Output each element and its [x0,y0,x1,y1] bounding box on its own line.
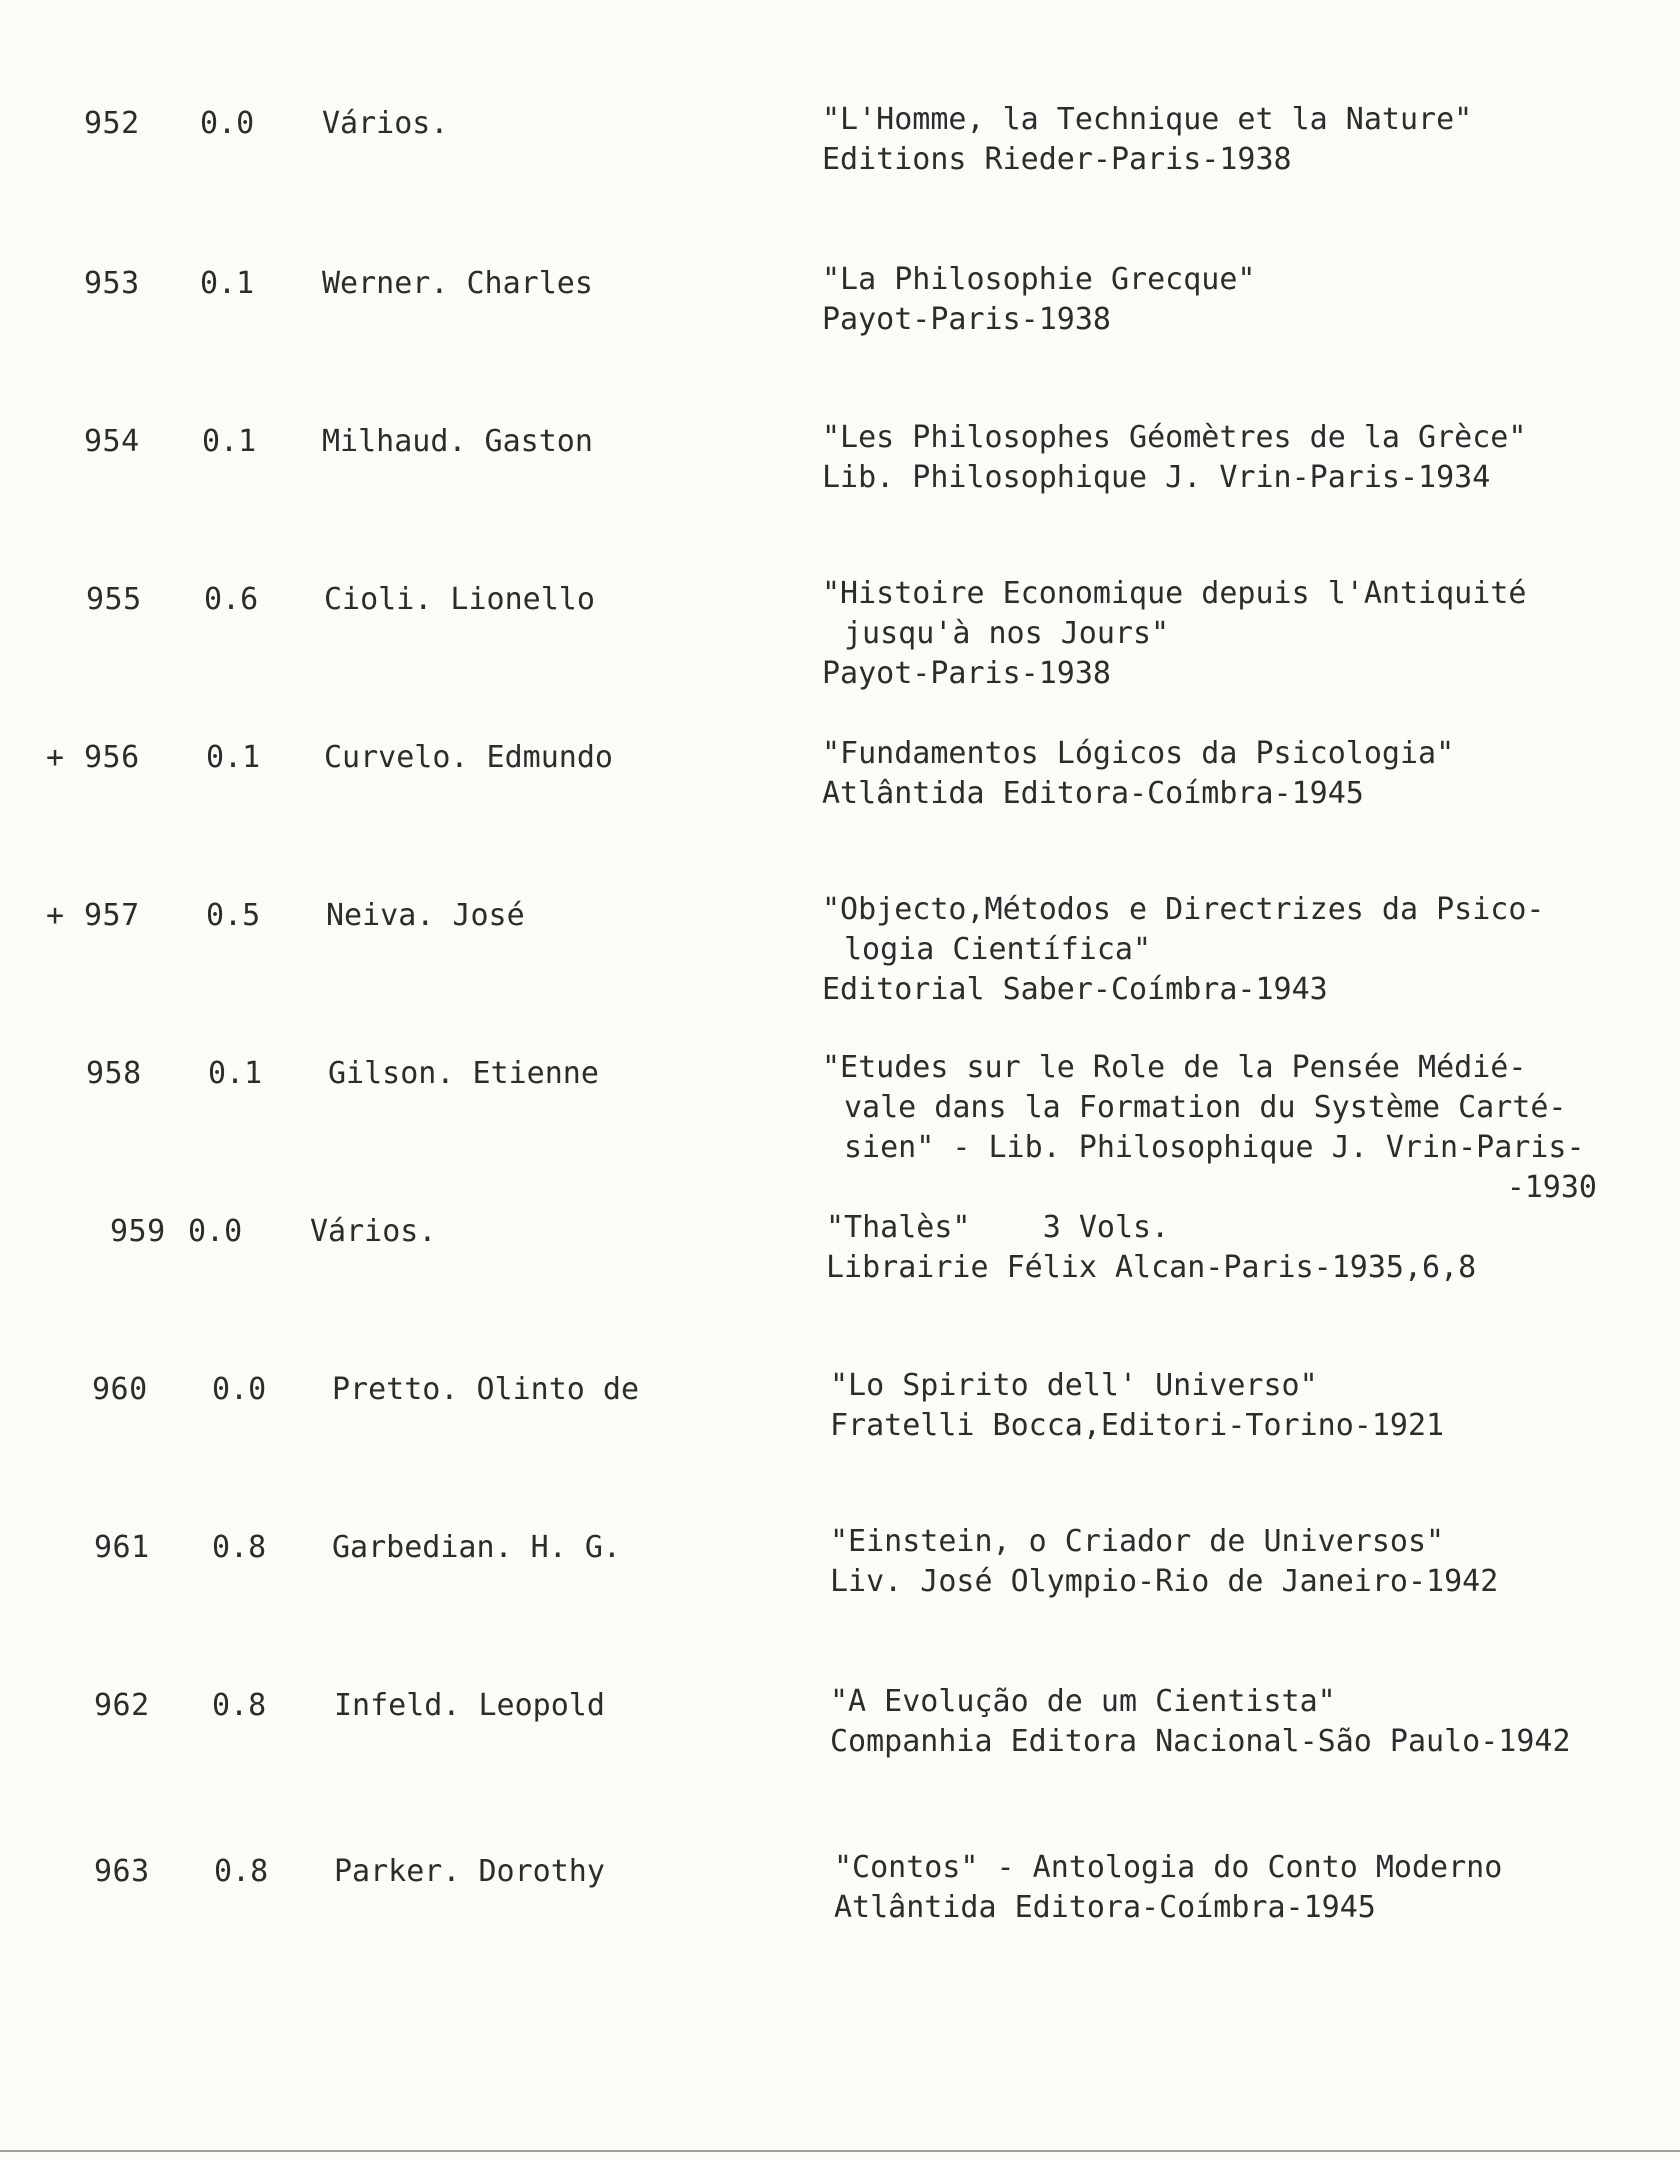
catalog-entry [0,1524,1680,1678]
bottom-rule [0,2150,1680,2152]
reference-line: sien" - Lib. Philosophique J. Vrin-Paris- [844,1130,1585,1165]
reference-line: Librairie Félix Alcan-Paris-1935,6,8 [826,1250,1477,1285]
entry-author: Gilson. Etienne [328,1056,599,1091]
entry-reference [822,734,1652,814]
reference-line: "Contos" - Antologia do Conto Moderno [834,1850,1503,1885]
reference-line: "Einstein, o Criador de Universos" [830,1524,1445,1559]
reference-line: Fratelli Bocca,Editori-Torino-1921 [830,1408,1445,1443]
reference-line: Editorial Saber-Coímbra-1943 [822,972,1328,1007]
reference-line: "La Philosophie Grecque" [822,262,1256,297]
entry-code: 0.8 [212,1688,267,1723]
reference-line: vale dans la Formation du Système Carté- [844,1090,1567,1125]
plus-mark: + [46,740,65,775]
reference-line: Editions Rieder-Paris-1938 [822,142,1292,177]
reference-line: "Thalès" 3 Vols. [826,1210,1170,1245]
catalog-entry [0,892,1680,1046]
reference-line: Liv. José Olympio-Rio de Janeiro-1942 [830,1564,1499,1599]
entry-number: 963 [94,1854,150,1889]
entry-author: Pretto. Olinto de [332,1372,640,1407]
catalog-entry [0,104,1680,254]
reference-line: Lib. Philosophique J. Vrin-Paris-1934 [822,460,1491,495]
reference-line: "Histoire Economique depuis l'Antiquité [822,576,1527,611]
reference-line: Atlântida Editora-Coímbra-1945 [834,1890,1376,1925]
entry-code: 0.0 [188,1214,243,1249]
entry-author: Infeld. Leopold [334,1688,605,1723]
entry-code: 0.6 [204,582,259,617]
reference-line: "Objecto,Métodos e Directrizes da Psico- [822,892,1545,927]
catalog-entry [0,1852,1680,2002]
reference-line: "Fundamentos Lógicos da Psicologia" [822,736,1455,771]
catalog-entry [0,1686,1680,1836]
entry-number: 960 [92,1372,148,1407]
entry-author: Parker. Dorothy [334,1854,605,1889]
entry-code: 0.1 [200,266,255,301]
entry-reference [822,100,1652,180]
reference-line: -1930 [1506,1170,1597,1205]
catalog-entry [0,1370,1680,1520]
entry-code: 0.1 [202,424,257,459]
plus-mark: + [46,898,65,933]
entry-number: 957 [84,898,140,933]
reference-line: "Les Philosophes Géomètres de la Grèce" [822,420,1527,455]
entry-author: Garbedian. H. G. [332,1530,621,1565]
entry-reference [822,260,1652,340]
entry-number: 952 [84,106,140,141]
entry-reference [822,1048,1652,1208]
entry-number: 954 [84,424,140,459]
entry-reference [822,574,1652,694]
catalog-entry [0,264,1680,414]
entry-reference [826,1208,1656,1288]
entry-reference [822,890,1652,1010]
entry-author: Vários. [322,106,449,141]
entry-reference [830,1682,1660,1762]
entry-reference [822,418,1652,498]
entry-code: 0.0 [200,106,255,141]
entry-code: 0.1 [208,1056,263,1091]
entry-number: 955 [86,582,142,617]
entry-code: 0.8 [212,1530,267,1565]
entry-number: 961 [94,1530,150,1565]
entry-reference [830,1522,1660,1602]
entry-number: 958 [86,1056,142,1091]
catalog-entry [0,422,1680,572]
entry-author: Cioli. Lionello [324,582,595,617]
reference-line: Companhia Editora Nacional-São Paulo-1942 [830,1724,1571,1759]
reference-line: Payot-Paris-1938 [822,302,1111,337]
catalog-entry [0,738,1680,888]
reference-line: jusqu'à nos Jours" [844,616,1170,651]
entry-code: 0.5 [206,898,261,933]
entry-author: Werner. Charles [322,266,593,301]
entry-code: 0.8 [214,1854,269,1889]
entry-code: 0.0 [212,1372,267,1407]
entry-author: Neiva. José [326,898,525,933]
reference-line: Payot-Paris-1938 [822,656,1111,691]
reference-line: "L'Homme, la Technique et la Nature" [822,102,1473,137]
entry-number: 953 [84,266,140,301]
reference-line: "A Evolução de um Cientista" [830,1684,1336,1719]
entry-author: Vários. [310,1214,437,1249]
reference-line: "Etudes sur le Role de la Pensée Médié- [822,1050,1527,1085]
entry-number: 956 [84,740,140,775]
catalog-entry [0,576,1680,730]
catalog-entry [0,1212,1680,1362]
reference-line: Atlântida Editora-Coímbra-1945 [822,776,1364,811]
reference-line: "Lo Spirito dell' Universo" [830,1368,1318,1403]
entry-code: 0.1 [206,740,261,775]
entry-reference [834,1848,1664,1928]
entry-author: Milhaud. Gaston [322,424,593,459]
entry-reference [830,1366,1660,1446]
reference-line: logia Científica" [844,932,1152,967]
entry-author: Curvelo. Edmundo [324,740,613,775]
entry-number: 962 [94,1688,150,1723]
entry-number: 959 [110,1214,166,1249]
catalog-entry [0,1050,1680,1205]
